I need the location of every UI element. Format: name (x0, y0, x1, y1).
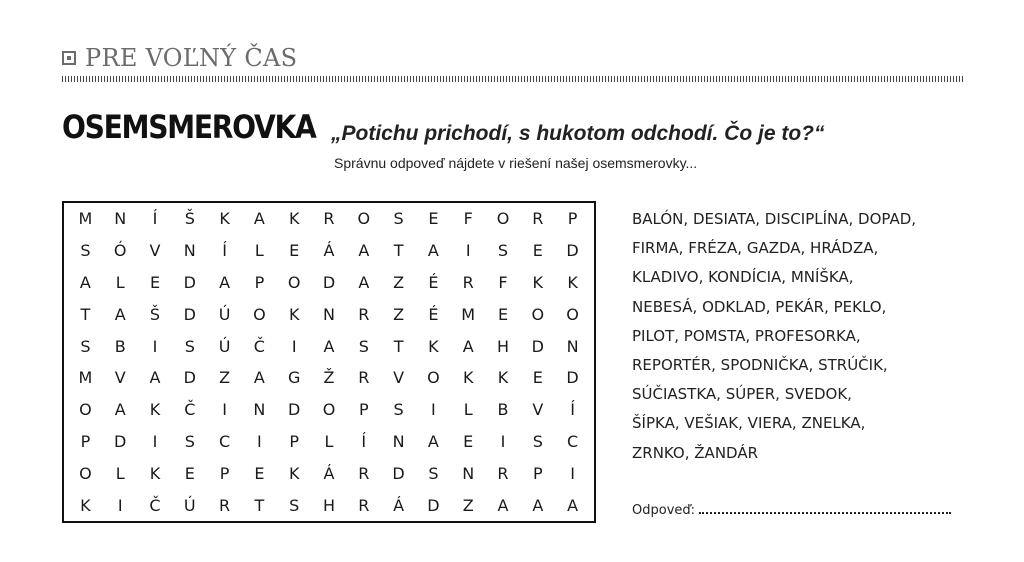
section-title: PRE VOĽNÝ ČAS (85, 44, 298, 72)
grid-cell[interactable]: P (532, 463, 543, 483)
word-list-line: NEBESÁ, ODKLAD, PEKÁR, PEKLO, (632, 297, 887, 316)
grid-cell[interactable]: A (567, 495, 579, 515)
grid-cell[interactable]: N (392, 431, 405, 451)
grid-cell[interactable]: D (427, 495, 440, 515)
grid-cell[interactable]: I (152, 431, 158, 451)
grid-cell[interactable]: E (254, 463, 265, 483)
grid-cell[interactable]: R (358, 463, 370, 483)
grid-cell[interactable]: M (78, 209, 93, 229)
word-list-line: REPORTÉR, SPODNIČKA, STRÚČIK, (632, 356, 888, 375)
section-divider (62, 76, 964, 82)
answer-field (632, 503, 951, 518)
grid-cell[interactable]: Í (570, 400, 575, 420)
grid-cell[interactable]: A (114, 400, 126, 420)
grid-cell[interactable]: O (531, 304, 545, 324)
grid-cell[interactable]: T (80, 304, 91, 324)
square-bullet-icon (62, 51, 76, 65)
grid-cell[interactable]: S (184, 336, 195, 356)
grid-cell[interactable]: O (287, 272, 301, 292)
grid-cell[interactable]: K (532, 272, 544, 292)
grid-cell[interactable]: I (465, 241, 471, 261)
grid-cell[interactable]: O (566, 304, 579, 324)
grid-cell[interactable]: E (428, 209, 439, 229)
grid-cell[interactable]: D (288, 400, 301, 420)
grid-cell[interactable]: K (288, 209, 300, 229)
grid-cell[interactable]: D (183, 368, 196, 388)
grid-cell[interactable]: L (115, 463, 125, 483)
riddle-hint: Správnu odpoveď nájdete v riešení našej osemsmerovky... (334, 155, 698, 171)
puzzle-title: OSEMSMEROVKA (62, 108, 316, 146)
grid-cell[interactable]: N (253, 400, 266, 420)
grid-cell[interactable]: P (358, 400, 369, 420)
word-list-line: BALÓN, DESIATA, DISCIPLÍNA, DOPAD, (632, 210, 917, 228)
grid-cell[interactable]: K (288, 463, 300, 483)
grid-cell[interactable]: I (431, 400, 436, 420)
grid-cell[interactable]: A (219, 272, 231, 292)
grid-cell[interactable]: A (462, 336, 474, 356)
grid-cell[interactable]: Ž (323, 368, 335, 388)
grid-cell[interactable]: S (80, 336, 91, 356)
grid-cell[interactable]: D (114, 431, 127, 451)
grid-cell[interactable]: E (149, 272, 161, 292)
grid-cell[interactable]: K (149, 463, 161, 483)
grid-cell[interactable]: A (427, 241, 439, 261)
grid-cell[interactable]: D (392, 463, 405, 483)
grid-cell[interactable]: F (498, 272, 508, 292)
grid-cell[interactable]: S (497, 241, 509, 261)
grid-cell[interactable]: N (183, 241, 196, 261)
grid-cell[interactable]: P (219, 463, 230, 483)
grid-cell[interactable]: O (427, 368, 440, 388)
grid-cell[interactable]: A (253, 368, 265, 388)
grid-cell[interactable]: N (323, 304, 335, 324)
grid-cell[interactable]: Ú (218, 336, 231, 356)
grid-cell[interactable]: S (80, 241, 91, 261)
word-search-grid (62, 201, 596, 523)
grid-cell[interactable]: P (80, 431, 91, 451)
grid-cell[interactable]: R (462, 272, 474, 292)
grid-cell[interactable]: M (78, 368, 93, 388)
grid-cell[interactable]: L (324, 431, 334, 451)
grid-cell[interactable]: Č (149, 495, 161, 515)
grid-cell[interactable]: D (322, 272, 336, 292)
grid-cell[interactable]: K (462, 368, 474, 388)
grid-cell[interactable]: S (428, 463, 439, 483)
grid-cell[interactable]: B (114, 336, 126, 356)
grid-cell[interactable]: K (497, 368, 509, 388)
grid-cell[interactable]: O (253, 304, 266, 324)
grid-cell[interactable]: L (115, 272, 125, 292)
riddle-question: „Potichu prichodí, s hukotom odchodí. Čo je to?“ (331, 122, 825, 145)
grid-cell[interactable]: R (323, 209, 335, 229)
grid-cell[interactable]: A (253, 209, 265, 229)
grid-cell[interactable]: S (393, 400, 404, 420)
section-header (62, 44, 297, 72)
answer-blank[interactable] (699, 504, 951, 514)
grid-cell[interactable]: A (323, 336, 335, 356)
grid-cell[interactable]: F (463, 209, 473, 229)
grid-cell[interactable]: O (496, 209, 510, 229)
grid-cell[interactable]: I (222, 400, 227, 420)
grid-cell[interactable]: V (393, 368, 405, 388)
grid-cell[interactable]: L (254, 241, 264, 261)
grid-cell[interactable]: H (496, 336, 509, 356)
grid-cell[interactable]: Ú (183, 495, 196, 515)
grid-cell[interactable]: D (566, 241, 579, 261)
grid-cell[interactable]: S (393, 209, 404, 229)
word-list-line: ZRNKO, ŽANDÁR (632, 443, 759, 462)
grid-cell[interactable]: N (114, 209, 127, 229)
grid-cell[interactable]: E (463, 431, 474, 451)
grid-cell[interactable]: P (567, 209, 578, 229)
grid-cell[interactable]: R (497, 463, 509, 483)
grid-cell[interactable]: H (322, 495, 335, 515)
grid-cell[interactable]: I (152, 336, 158, 356)
grid-cell[interactable]: G (287, 368, 301, 388)
word-list-line: ŠÍPKA, VEŠIAK, VIERA, ZNELKA, (632, 414, 866, 433)
grid-cell[interactable]: A (149, 368, 161, 388)
grid-cell[interactable]: D (566, 368, 579, 388)
grid-cell[interactable]: S (184, 431, 195, 451)
grid-cell[interactable]: R (358, 368, 370, 388)
grid-cell[interactable]: M (461, 304, 476, 324)
grid-cell[interactable]: N (462, 463, 475, 483)
word-list-line: KLADIVO, KONDÍCIA, MNÍŠKA, (632, 268, 854, 287)
word-list-line: SÚČIASTKA, SÚPER, SVEDOK, (632, 385, 852, 404)
grid-cell[interactable]: K (80, 495, 91, 515)
grid-cell[interactable]: Z (462, 495, 474, 515)
grid-cell[interactable]: O (322, 400, 336, 420)
grid-cell[interactable]: Z (393, 304, 405, 324)
grid-cell[interactable]: K (288, 304, 300, 324)
grid-cell[interactable]: I (500, 431, 506, 451)
grid-cell[interactable]: V (532, 400, 544, 420)
grid-cell[interactable]: Á (323, 463, 335, 483)
grid-cell[interactable]: A (358, 241, 370, 261)
grid-cell[interactable]: E (497, 304, 509, 324)
grid-cell[interactable]: T (254, 495, 265, 515)
grid-cell[interactable]: A (114, 304, 126, 324)
grid-cell[interactable]: Í (152, 209, 158, 229)
grid-cell[interactable]: Č (184, 400, 196, 420)
grid-cell[interactable]: L (463, 400, 473, 420)
grid-cell[interactable]: O (79, 463, 92, 483)
grid-cell[interactable]: R (219, 495, 231, 515)
grid-cell[interactable]: Š (149, 304, 161, 324)
grid-cell[interactable]: A (427, 431, 439, 451)
grid-cell[interactable]: V (149, 241, 161, 261)
answer-label: Odpoveď: (632, 503, 696, 518)
grid-cell[interactable]: S (289, 495, 300, 515)
grid-cell[interactable]: A (532, 495, 544, 515)
grid-cell[interactable]: S (532, 431, 543, 451)
grid-cell[interactable]: Á (393, 495, 405, 515)
grid-cell[interactable]: P (289, 431, 300, 451)
grid-cell[interactable]: É (428, 272, 439, 292)
word-list-line: PILOT, POMSTA, PROFESORKA, (632, 326, 861, 345)
grid-cell[interactable]: Š (184, 209, 195, 229)
word-list (632, 205, 972, 468)
grid-cell[interactable]: T (393, 336, 404, 356)
grid-cell[interactable]: R (358, 304, 370, 324)
grid-cell[interactable]: C (219, 431, 231, 451)
grid-cell[interactable]: E (184, 463, 195, 483)
grid-cell[interactable]: D (531, 336, 544, 356)
grid-cell[interactable]: Z (393, 272, 405, 292)
grid-cell[interactable]: E (532, 368, 543, 388)
grid-cell[interactable]: I (291, 336, 297, 356)
grid-cell[interactable]: I (257, 431, 262, 451)
grid-cell[interactable]: A (497, 495, 509, 515)
grid-cell[interactable]: I (117, 495, 123, 515)
grid-cell[interactable]: I (570, 463, 575, 483)
grid-cell[interactable]: A (358, 272, 370, 292)
grid-cell[interactable]: S (358, 336, 369, 356)
grid-cell[interactable]: Ó (113, 241, 127, 261)
grid-cell[interactable]: K (219, 209, 230, 229)
grid-cell[interactable]: Z (219, 368, 231, 388)
grid-cell[interactable]: K (567, 272, 578, 292)
grid-cell[interactable]: Ú (218, 304, 231, 324)
grid-cell[interactable]: É (428, 304, 439, 324)
grid-cell[interactable]: O (79, 400, 92, 420)
grid-cell[interactable]: R (532, 209, 544, 229)
grid-cell[interactable]: A (79, 272, 91, 292)
grid-cell[interactable]: K (428, 336, 439, 356)
grid-cell[interactable]: B (497, 400, 509, 420)
grid-cell[interactable]: Í (222, 241, 227, 261)
grid-cell[interactable]: E (532, 241, 543, 261)
grid-cell[interactable]: Č (253, 336, 265, 356)
grid-cell[interactable]: N (566, 336, 579, 356)
grid-cell[interactable]: K (149, 400, 161, 420)
grid-cell[interactable]: Á (323, 241, 335, 261)
grid-cell[interactable]: E (289, 241, 300, 261)
grid-cell[interactable]: D (183, 272, 196, 292)
word-list-line: FIRMA, FRÉZA, GAZDA, HRÁDZA, (632, 239, 879, 258)
grid-cell[interactable]: T (393, 241, 404, 261)
grid-cell[interactable]: D (183, 304, 196, 324)
grid-cell[interactable]: V (114, 368, 126, 388)
grid-cell[interactable]: O (357, 209, 371, 229)
grid-cell[interactable]: P (254, 272, 265, 292)
grid-cell[interactable]: R (358, 495, 370, 515)
grid-cell[interactable]: C (567, 431, 579, 451)
grid-cell[interactable]: Í (361, 431, 367, 451)
